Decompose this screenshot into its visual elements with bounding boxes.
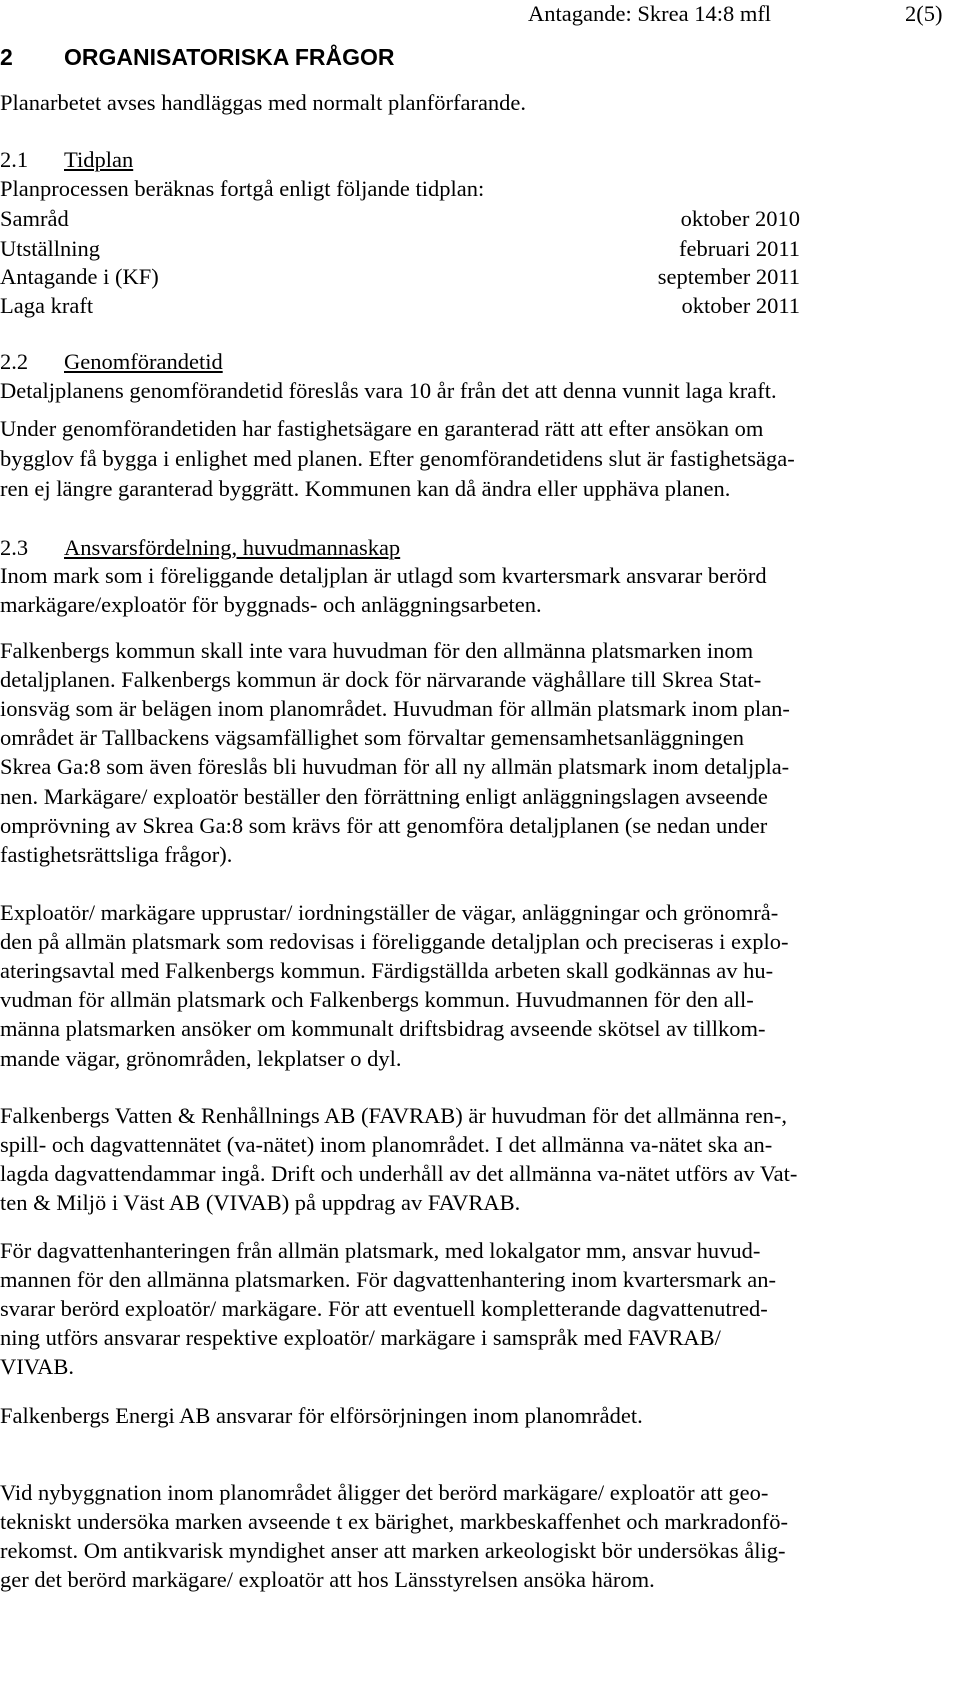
timeline-phase: Laga kraft	[0, 293, 94, 318]
text-line: bygglov få bygga i enlighet med planen. Efter genomförandetidens slut är fastighetsäga-	[0, 446, 795, 471]
timeline-row	[0, 291, 800, 321]
text-line: svarar berörd exploatör/ markägare. För att eventuell kompletterande dagvattenutred-	[0, 1296, 768, 1322]
text-line: mande vägar, grönområden, lekplatser o dyl.	[0, 1045, 402, 1071]
text-line: Falkenbergs Vatten & Renhållnings AB (FAVRAB) är huvudman för det allmänna ren-,	[0, 1103, 787, 1128]
text-line: Skrea Ga:8 som även föreslås bli huvudman för all ny allmän platsmark inom detaljpla-	[0, 754, 790, 780]
timeline-date: februari 2011	[679, 236, 800, 261]
text-line: spill- och dagvattennätet (va-nätet) inom planområdet. I det allmänna va-nätet ska an-	[0, 1132, 773, 1158]
subsection-heading	[0, 145, 133, 175]
text-line: ten & Miljö i Väst AB (VIVAB) på uppdrag av FAVRAB.	[0, 1190, 521, 1216]
subsection-title: Tidplan	[64, 147, 134, 172]
document-title: Antagande: Skrea 14:8 mfl	[528, 1, 772, 26]
text-line: markägare/exploatör för byggnads- och anläggningsarbeten.	[0, 592, 542, 618]
timeline-date: oktober 2010	[680, 206, 800, 231]
subsection-number: 2.3	[0, 535, 29, 560]
text-line: ger det berörd markägare/ exploatör att hos Länsstyrelsen ansöka härom.	[0, 1567, 655, 1593]
text-line: nen. Markägare/ exploatör beställer den förrättning enligt anläggningslagen avseende	[0, 783, 768, 809]
section-heading	[0, 42, 395, 72]
text-line: ning utförs ansvarar respektive exploatör/ markägare i samspråk med FAVRAB/	[0, 1325, 721, 1351]
timeline-row	[0, 262, 800, 292]
timeline-date: oktober 2011	[681, 293, 800, 318]
timeline-phase: Samråd	[0, 206, 69, 231]
section-title: ORGANISATORISKA FRÅGOR	[64, 44, 395, 70]
section-intro: Planarbetet avses handläggas med normalt planförfarande.	[0, 90, 527, 115]
text-line: omprövning av Skrea Ga:8 som krävs för att genomföra detaljplanen (se nedan under	[0, 812, 768, 838]
text-line: Falkenbergs kommun skall inte vara huvudman för den allmänna platsmarken inom	[0, 638, 754, 663]
text-line: Under genomförandetiden har fastighetsägare en garanterad rätt att efter ansökan om	[0, 416, 764, 441]
section-number: 2	[0, 44, 13, 70]
text-line: För dagvattenhanteringen från allmän platsmark, med lokalgator mm, ansvar huvud-	[0, 1238, 761, 1263]
subsection-title: Ansvarsfördelning, huvudmannaskap	[64, 535, 401, 560]
text-line: fastighetsrättsliga frågor).	[0, 841, 233, 867]
text-line: Inom mark som i föreliggande detaljplan är utlagd som kvartersmark ansvarar berörd	[0, 563, 767, 588]
timeline-row	[0, 234, 800, 264]
text-line: mannen för den allmänna platsmarken. För dagvattenhantering inom kvartersmark an-	[0, 1267, 776, 1293]
subsection-number: 2.1	[0, 147, 29, 172]
subsection-heading	[0, 533, 400, 563]
timeline-phase: Utställning	[0, 236, 100, 261]
text-line: Exploatör/ markägare upprustar/ iordningställer de vägar, anläggningar och grönområ-	[0, 900, 779, 925]
subsection-title: Genomförandetid	[64, 349, 223, 374]
text-line: den på allmän platsmark som redovisas i föreliggande detaljplan och preciseras i explo-	[0, 929, 789, 955]
text-line: männa platsmarken ansöker om kommunalt driftsbidrag avseende skötsel av tillkom-	[0, 1016, 766, 1042]
text-line: detaljplanen. Falkenbergs kommun är dock för närvarande väghållare till Skrea Stat-	[0, 667, 762, 693]
subsection-heading	[0, 347, 223, 377]
text-line: Detaljplanens genomförandetid föreslås vara 10 år från det att denna vunnit laga kraft.	[0, 378, 777, 403]
subsection-number: 2.2	[0, 349, 29, 374]
timeline-phase: Antagande i (KF)	[0, 264, 159, 289]
text-line: Vid nybyggnation inom planområdet åligger det berörd markägare/ exploatör att geo-	[0, 1480, 769, 1505]
text-line: rekomst. Om antikvarisk myndighet anser att marken arkeologiskt bör undersökas ålig-	[0, 1538, 786, 1564]
text-line: området är Tallbackens vägsamfällighet som förvaltar gemensamhetsanläggningen	[0, 725, 745, 751]
text-line: VIVAB.	[0, 1354, 74, 1380]
text-line: Falkenbergs Energi AB ansvarar för elförsörjningen inom planområdet.	[0, 1403, 643, 1428]
text-line: vudman för allmän platsmark och Falkenbergs kommun. Huvudmannen för den all-	[0, 987, 754, 1013]
timeline-intro: Planprocessen beräknas fortgå enligt följande tidplan:	[0, 176, 485, 201]
text-line: ateringsavtal med Falkenbergs kommun. Färdigställda arbeten skall godkännas av hu-	[0, 958, 774, 984]
text-line: ren ej längre garanterad byggrätt. Kommunen kan då ändra eller upphäva planen.	[0, 476, 731, 501]
timeline-row	[0, 204, 800, 234]
page-number: 2(5)	[905, 1, 943, 26]
timeline-date: september 2011	[657, 264, 800, 289]
text-line: ionsväg som är belägen inom planområdet. Huvudman för allmän platsmark inom plan-	[0, 696, 790, 722]
text-line: tekniskt undersöka marken avseende t ex bärighet, markbeskaffenhet och markradonfö-	[0, 1509, 789, 1535]
text-line: lagda dagvattendammar ingå. Drift och underhåll av det allmänna va-nätet utförs av Vat-	[0, 1161, 798, 1187]
